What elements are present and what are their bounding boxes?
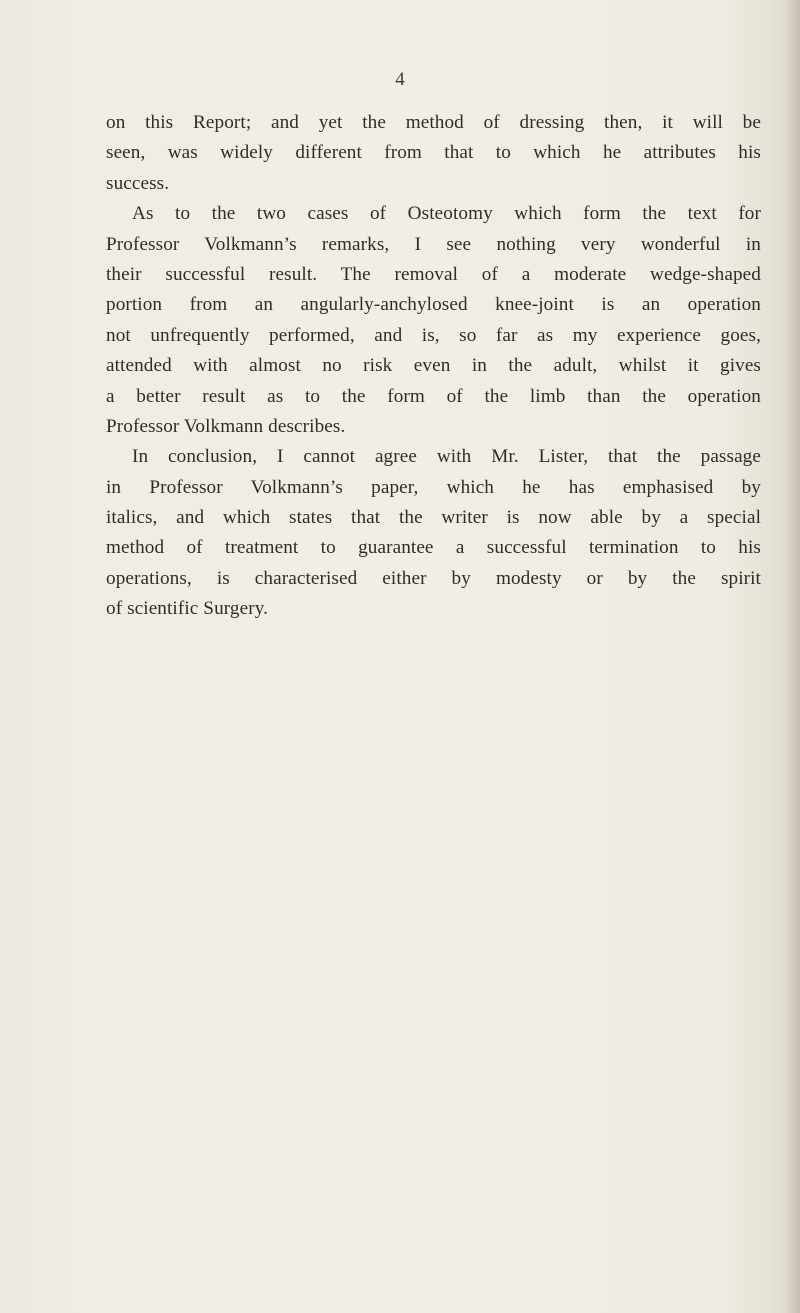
text-line: As to the two cases of Osteotomy which form the text for [132, 203, 761, 225]
text-line: of scientific Surgery. [106, 598, 269, 620]
body-text [106, 108, 761, 625]
page-number: 4 [395, 69, 405, 90]
text-line: on this Report; and yet the method of dressing then, it will be [106, 112, 761, 133]
text-line: attended with almost no risk even in the adult, whilst it gives [106, 355, 761, 377]
text-line: In conclusion, I cannot agree with Mr. Lister, that the passage [132, 446, 761, 468]
text-line: a better result as to the form of the limb than the operation [106, 385, 761, 407]
text-line: operations, is characterised either by modesty or by the spirit [106, 567, 761, 589]
text-line: portion from an angularly-anchylosed knee-joint is an operation [106, 294, 761, 316]
text-line: their successful result. The removal of a moderate wedge-shaped [106, 263, 761, 285]
text-line: italics, and which states that the writer is now able by a special [106, 507, 761, 529]
text-line: success. [106, 172, 170, 194]
text-line: in Professor Volkmann’s paper, which he has emphasised by [106, 476, 761, 498]
text-line: seen, was widely different from that to which he attributes his [106, 142, 761, 164]
text-line: Professor Volkmann describes. [106, 415, 346, 437]
text-line: Professor Volkmann’s remarks, I see nothing very wonderful in [106, 233, 761, 255]
text-line: method of treatment to guarantee a successful termination to his [106, 537, 761, 559]
page-edge-shadow [786, 0, 800, 1313]
text-line: not unfrequently performed, and is, so far as my experience goes, [106, 324, 761, 346]
